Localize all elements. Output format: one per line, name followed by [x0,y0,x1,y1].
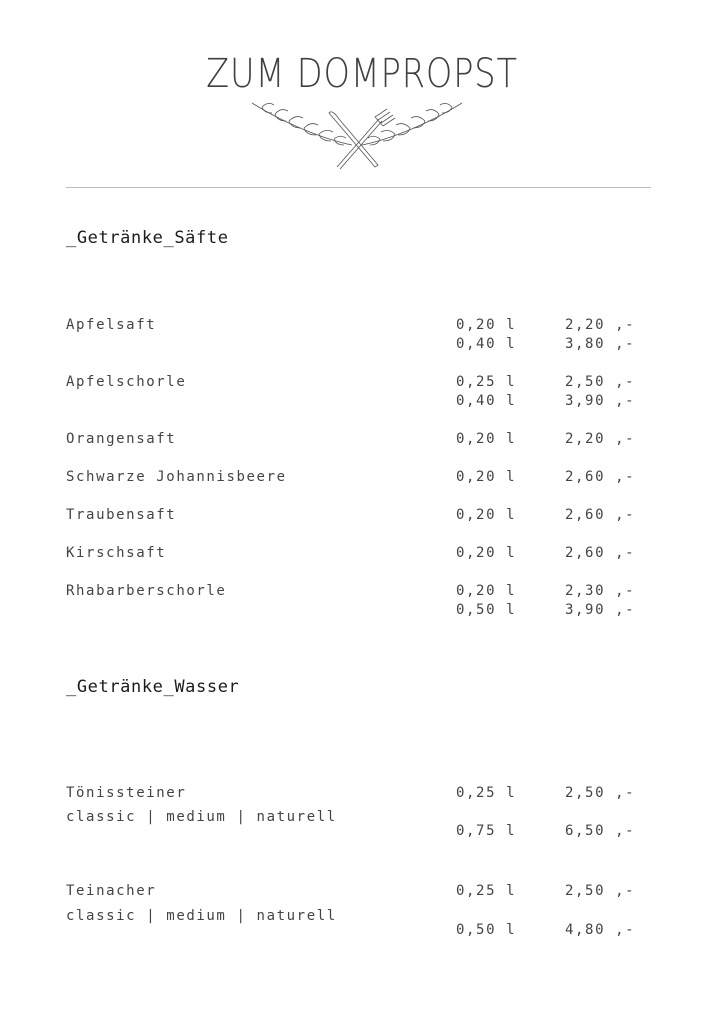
item-price: 2,60 ,- [565,507,636,523]
item-volume: 0,20 l [456,431,517,447]
item-name: Rhabarberschorle [66,583,227,599]
item-name: Schwarze Johannisbeere [66,469,287,485]
item-volume: 0,25 l [456,374,517,390]
item-price: 2,60 ,- [565,545,636,561]
item-volume: 0,50 l [456,602,517,618]
item-price: 2,60 ,- [565,469,636,485]
item-name: Tönissteiner [66,785,187,801]
item-volume: 0,40 l [456,336,517,352]
item-price: 3,90 ,- [565,602,636,618]
item-volume: 0,25 l [456,785,517,801]
item-name: Teinacher [66,883,157,899]
item-price: 2,50 ,- [565,785,636,801]
restaurant-title: ZUM DOMPROPST [206,51,518,97]
item-subtitle: classic | medium | naturell [66,908,337,924]
header-divider [66,187,651,188]
item-volume: 0,20 l [456,545,517,561]
wreath-with-knife-and-fork-icon [247,95,467,175]
item-price: 3,80 ,- [565,336,636,352]
item-price: 2,30 ,- [565,583,636,599]
item-volume: 0,20 l [456,469,517,485]
item-price: 2,20 ,- [565,431,636,447]
item-price: 2,50 ,- [565,883,636,899]
item-name: Apfelsaft [66,317,157,333]
item-volume: 0,50 l [456,922,517,938]
item-price: 6,50 ,- [565,823,636,839]
item-volume: 0,20 l [456,507,517,523]
item-subtitle: classic | medium | naturell [66,809,337,825]
item-name: Orangensaft [66,431,177,447]
item-price: 3,90 ,- [565,393,636,409]
item-name: Apfelschorle [66,374,187,390]
item-volume: 0,20 l [456,317,517,333]
item-price: 2,50 ,- [565,374,636,390]
item-volume: 0,40 l [456,393,517,409]
item-price: 2,20 ,- [565,317,636,333]
item-volume: 0,75 l [456,823,517,839]
item-price: 4,80 ,- [565,922,636,938]
item-volume: 0,20 l [456,583,517,599]
item-name: Kirschsaft [66,545,167,561]
item-name: Traubensaft [66,507,177,523]
section-title-water: _Getränke_Wasser [66,677,240,697]
item-volume: 0,25 l [456,883,517,899]
section-title-juices: _Getränke_Säfte [66,228,229,248]
